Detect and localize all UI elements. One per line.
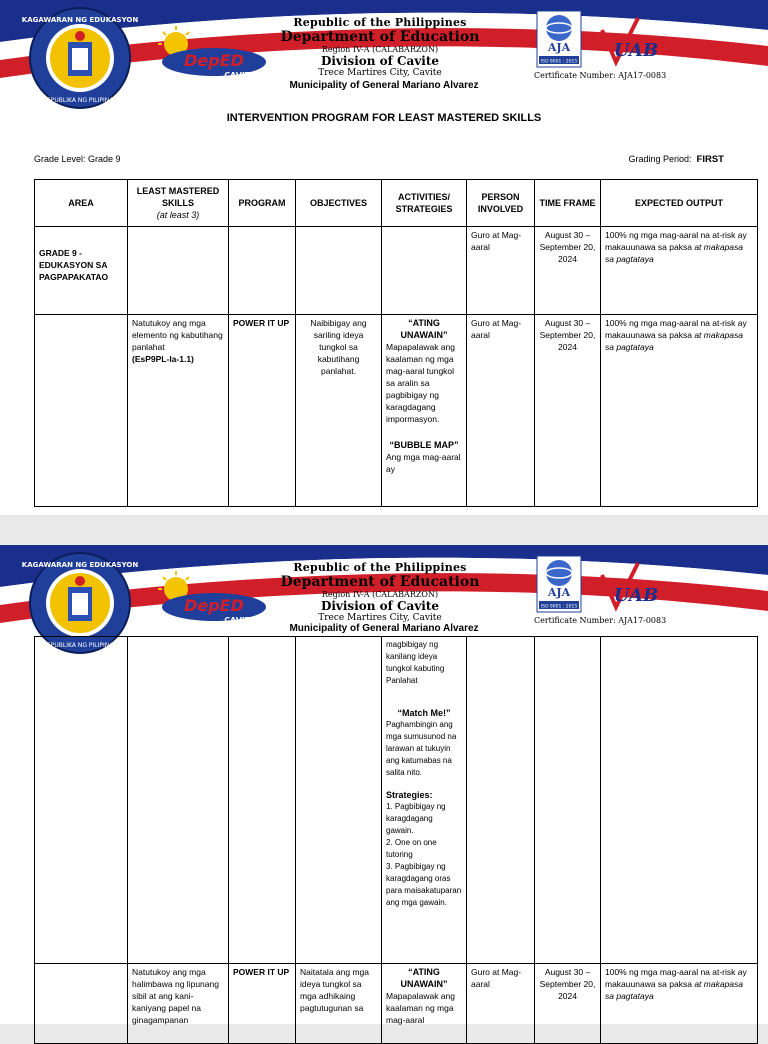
table-header-row [35,180,758,227]
cell-program [229,227,296,315]
aja-certification-logo-icon [536,555,582,613]
aja-sub-text: ISO 9001 : 2015 [540,59,578,65]
cell-skill [128,315,229,507]
table-row [35,964,758,1044]
activity-title: “ATING UNAWAIN” [400,318,448,340]
table-row [35,315,758,507]
grading-period [628,154,724,165]
header-area: AREA [35,180,128,227]
uab-text: UAB [613,585,659,606]
header-skills [128,180,229,227]
skill-text: Natutukoy ang mga elemento ng kabutihang panlahat [132,318,223,352]
header-skills-note: (at least 3) [156,210,200,220]
cell-person: Guro at Mag-aaral [467,315,535,507]
output-text: 100% ng mga mag-aaral na at-risk ay makauunawa sa paksa [605,318,747,340]
document-page-2 [0,545,768,1024]
aja-sub-text: ISO 9001 : 2015 [540,604,578,610]
activity-text: magbibigay ng kanilang ideya tungkol kabuting Panlahat [386,640,445,685]
cell-activities [382,227,467,315]
uab-accreditation-logo-icon [598,559,658,615]
cell-objective: Naibibigay ang sariling ideya tungkol sa kabutihang panlahat. [296,315,382,507]
strategy-item: 1. Pagbibigay ng karagdagang gawain. [386,802,446,835]
deped-cavite-logo-icon [152,26,274,82]
activity-text: Mapapalawak ang kaalaman ng mga mag-aaral [386,991,455,1025]
seal-top-text: KAGAWARAN NG EDUKASYON [21,561,139,569]
cell-person: Guro at Mag-aaral [467,227,535,315]
deped-cavite-logo-icon [152,571,274,627]
cell-program: POWER IT UP [229,315,296,507]
activity-title: “ATING UNAWAIN” [400,967,448,989]
cell-output [601,315,758,507]
table-row [35,637,758,964]
uab-text: UAB [613,40,659,61]
cell-activities [382,637,467,964]
cell-area [35,315,128,507]
region-text: Region IV-A (CALABARZON) [321,590,439,599]
strategy-item: 3. Pagbibigay ng karagdagang oras para maisakatuparan ang mga gawain. [386,862,462,907]
city-text: Trece Martires City, Cavite [318,68,442,78]
cell-skill [128,637,229,964]
division-text: Division of Cavite [320,54,440,68]
region-text: Region IV-A (CALABARZON) [321,45,439,54]
deped-logo-text: DepED [184,596,244,615]
document-title: INTERVENTION PROGRAM FOR LEAST MASTERED SKILLS [226,112,542,124]
department-text: Department of Education [280,574,480,590]
seal-top-text: KAGAWARAN NG EDUKASYON [21,16,139,24]
deped-sub-text: CAVITE [224,616,256,625]
certificate-number: Certificate Number: AJA17-0083 [534,71,667,80]
certificate-number: Certificate Number: AJA17-0083 [534,616,667,625]
activity-text: Ang mga mag-aaral ay [386,452,461,474]
grading-period-label: Grading Period: [628,154,692,164]
republic-text: Republic of the Philippines [293,16,467,29]
cell-skill: Natutukoy ang mga halimbawa ng lipunang sibil at ang kani-kaniyang papel na ginagampanan [128,964,229,1044]
municipality-text: Municipality of General Mariano Alvarez [289,80,479,91]
cell-output [601,964,758,1044]
cell-time: August 30 – September 20, 2024 [535,964,601,1044]
header-skills-label: LEAST MASTERED SKILLS [136,186,220,208]
aja-certification-logo-icon [536,10,582,68]
cell-activities [382,315,467,507]
activity-text: Paghambingin ang mga sumusunod na larawan at tukuyin ang katumabas na salita nito. [386,720,457,777]
output-text: 100% ng mga mag-aaral na at-risk ay makauunawa sa paksa [605,967,747,989]
header-output: EXPECTED OUTPUT [601,180,758,227]
header-time: TIME FRAME [535,180,601,227]
uab-accreditation-logo-icon [598,14,658,70]
activity-text: Mapapalawak ang kaalaman ng mga mag-aaral tungkol sa aralin sa pagbibigay ng karagdagang impormasyon. [386,342,455,424]
intervention-table [34,179,758,507]
activity-title: “BUBBLE MAP” [389,440,459,450]
header-person: PERSON INVOLVED [467,180,535,227]
cell-output [601,637,758,964]
cell-time: August 30 – September 20, 2024 [535,227,601,315]
aja-text: AJA [547,586,571,599]
deped-sub-text: CAVITE [224,71,256,80]
grade-level: Grade Level: Grade 9 [34,154,121,164]
cell-area [35,964,128,1044]
activity-title: “Match Me!” [397,708,451,718]
cell-activities [382,964,467,1044]
header-activities: ACTIVITIES/ STRATEGIES [382,180,467,227]
cell-person: Guro at Mag-aaral [467,964,535,1044]
deped-logo-text: DepED [184,51,244,70]
cell-skill [128,227,229,315]
strategies-title: Strategies: [386,790,433,800]
header-program: PROGRAM [229,180,296,227]
deped-seal-icon [21,6,139,110]
cell-time [535,637,601,964]
skill-code: (EsP9PL-Ia-1.1) [132,354,194,364]
grading-period-value: FIRST [696,154,724,165]
cell-time: August 30 – September 20, 2024 [535,315,601,507]
division-text: Division of Cavite [320,599,440,613]
city-text: Trece Martires City, Cavite [318,613,442,623]
department-text: Department of Education [280,29,480,45]
aja-text: AJA [547,41,571,54]
cell-objective [296,227,382,315]
strategy-item: 2. One on one tutoring [386,838,437,859]
header-objectives: OBJECTIVES [296,180,382,227]
document-page-1 [0,0,768,515]
output-italic: at makapasa sa pagtataya [605,242,743,264]
cell-program: POWER IT UP [229,964,296,1044]
cell-output [601,227,758,315]
output-italic: at makapasa sa pagtataya [605,979,743,1001]
cell-objective [296,637,382,964]
cell-area: GRADE 9 - EDUKASYON SA PAGPAPAKATAO [35,227,128,315]
letterhead-text [280,561,480,623]
output-italic: at makapasa sa pagtataya [605,330,743,352]
municipality-text: Municipality of General Mariano Alvarez [289,623,479,634]
intervention-table-continued [34,636,758,1044]
cell-program [229,637,296,964]
letterhead-text [280,16,480,78]
cell-area [35,637,128,964]
seal-bottom-text: REPUBLIKA NG PILIPINAS [42,642,118,649]
republic-text: Republic of the Philippines [293,561,467,574]
table-row [35,227,758,315]
seal-bottom-text: REPUBLIKA NG PILIPINAS [42,97,118,104]
cell-person [467,637,535,964]
output-text: 100% ng mga mag-aaral na at-risk ay makauunawa sa paksa [605,230,747,252]
cell-objective: Naitatala ang mga ideya tungkol sa mga adhikaing pagtutugunan sa [296,964,382,1044]
